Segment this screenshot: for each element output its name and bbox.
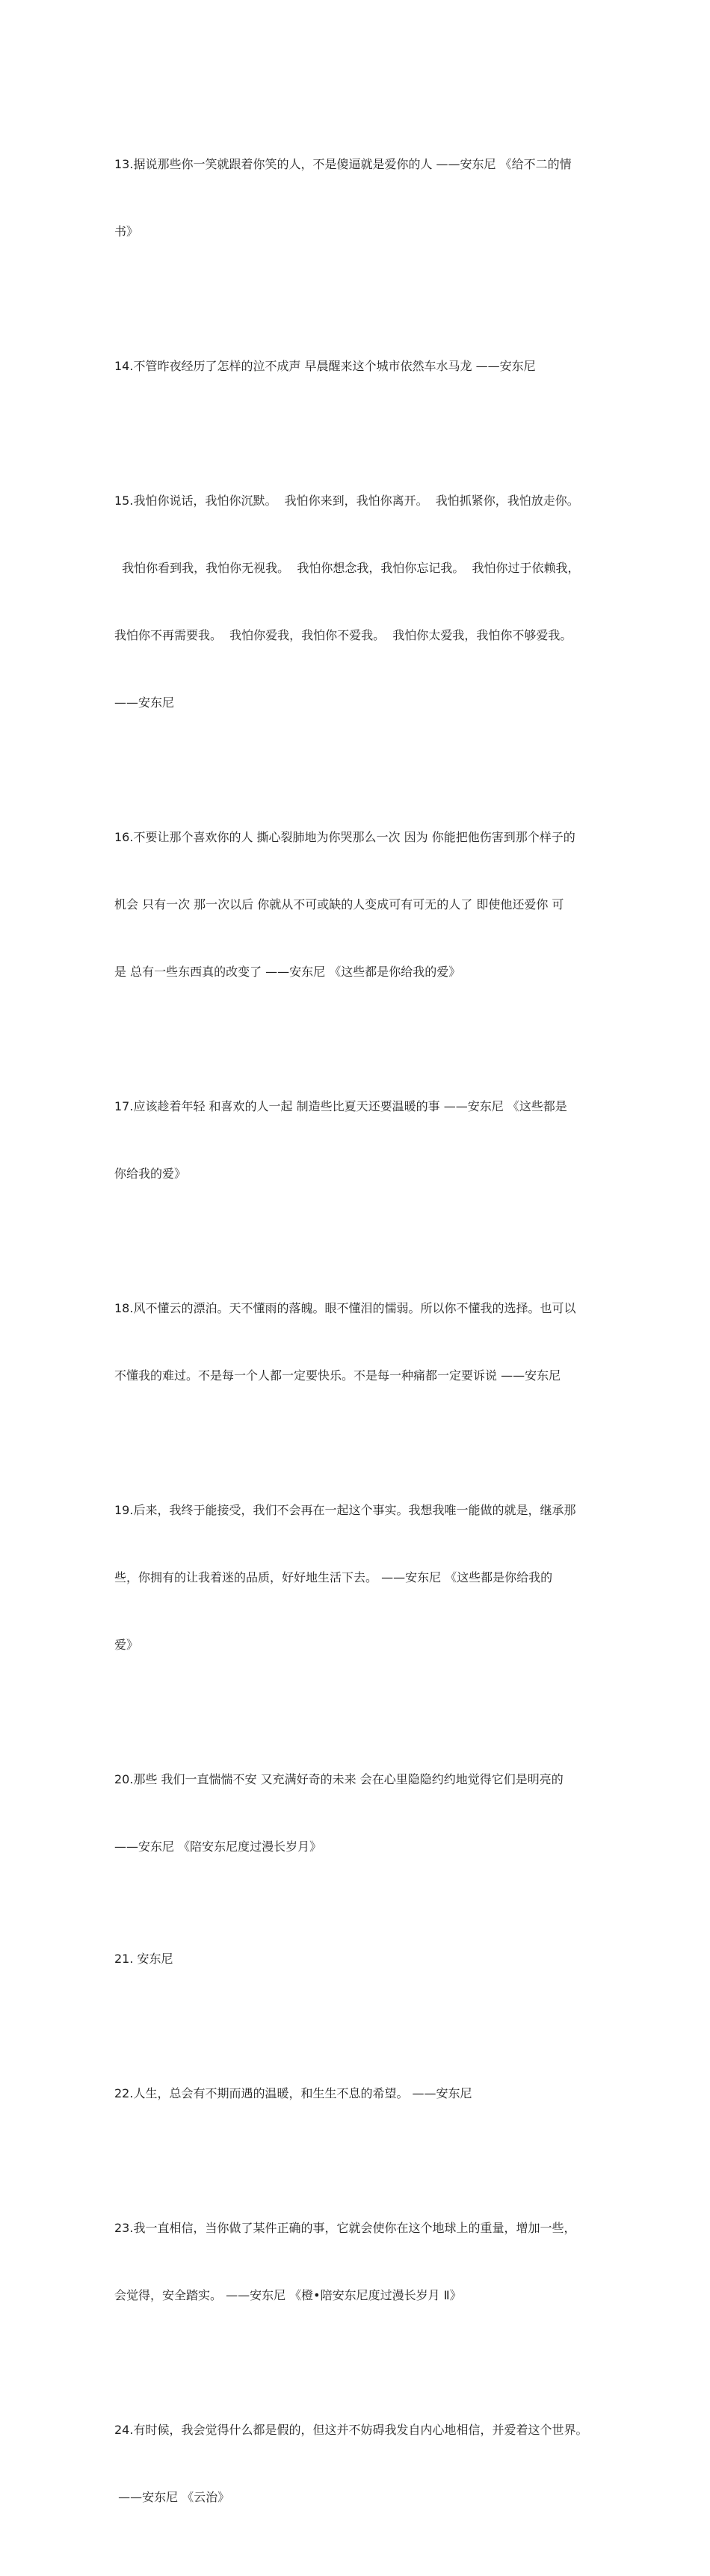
quote-line: 20.那些 我们一直惴惴不安 又充满好奇的未来 会在心里隐隐约约地觉得它们是明亮的 — [114, 1772, 564, 1786]
quote-22 — [114, 2038, 600, 2150]
quote-line: 些，你拥有的让我着迷的品质，好好地生活下去。 ——安东尼 《这些都是你给我的 — [114, 1570, 553, 1584]
quote-line: ——安东尼 《陪安东尼度过漫长岁月》 — [114, 1839, 322, 1854]
quote-23 — [114, 2172, 600, 2352]
quote-line: 爱》 — [114, 1638, 139, 1652]
quote-line: 我怕你不再需要我。 我怕你爱我，我怕你不爱我。 我怕你太爱我，我怕你不够爱我。 — [114, 628, 572, 642]
quote-16 — [114, 781, 600, 1028]
quote-line: 书》 — [114, 224, 139, 239]
quote-line: 24.有时候，我会觉得什么都是假的，但这并不妨碍我发自内心地相信，并爱着这个世界。 — [114, 2423, 588, 2437]
quote-line: 我怕你看到我，我怕你无视我。 我怕你想念我，我怕你忘记我。 我怕你过于依赖我， — [114, 561, 580, 575]
quote-line: 22.人生，总会有不期而遇的温暖，和生生不息的希望。 ——安东尼 — [114, 2086, 472, 2100]
quote-15 — [114, 445, 600, 759]
quote-line: 不懂我的难过。不是每一个人都一定要快乐。不是每一种痛都一定要诉说 ——安东尼 — [114, 1368, 561, 1383]
quote-13 — [114, 108, 600, 288]
quote-line: 机会 只有一次 那一次以后 你就从不可或缺的人变成可有可无的人了 即使他还爱你 可 — [114, 897, 564, 912]
quote-18 — [114, 1252, 600, 1432]
quote-line: 16.不要让那个喜欢你的人 撕心裂肺地为你哭那么一次 因为 你能把他伤害到那个样子的 — [114, 830, 575, 844]
quote-20 — [114, 1724, 600, 1903]
quote-line: 21. 安东尼 — [114, 1952, 173, 1966]
quote-24 — [114, 2374, 600, 2554]
quote-line: ——安东尼 《云治》 — [114, 2490, 230, 2504]
quote-line: 你给我的爱》 — [114, 1166, 187, 1181]
quote-line: ——安东尼 — [114, 695, 175, 710]
quote-line: 19.后来，我终于能接受，我们不会再在一起这个事实。我想我唯一能做的就是，继承那 — [114, 1503, 576, 1517]
quote-line: 15.我怕你说话，我怕你沉默。 我怕你来到，我怕你离开。 我怕抓紧你，我怕放走你。 — [114, 494, 579, 508]
quote-17 — [114, 1051, 600, 1230]
quote-line: 14.不管昨夜经历了怎样的泣不成声 早晨醒来这个城市依然车水马龙 ——安东尼 — [114, 359, 536, 373]
quote-line: 23.我一直相信，当你做了某件正确的事，它就会使你在这个地球上的重量，增加一些， — [114, 2221, 576, 2235]
quote-21 — [114, 1903, 600, 2015]
quote-line: 会觉得，安全踏实。 ——安东尼 《橙•陪安东尼度过漫长岁月 Ⅱ》 — [114, 2288, 462, 2302]
document-body — [114, 108, 600, 2576]
quote-19 — [114, 1454, 600, 1701]
quote-line: 13.据说那些你一笑就跟着你笑的人，不是傻逼就是爱你的人 ——安东尼 《给不二的情 — [114, 157, 572, 171]
quote-14 — [114, 310, 600, 422]
quote-line: 17.应该趁着年轻 和喜欢的人一起 制造些比夏天还要温暖的事 ——安东尼 《这些都是 — [114, 1099, 567, 1113]
quote-line: 18.风不懂云的漂泊。天不懂雨的落魄。眼不懂泪的懦弱。所以你不懂我的选择。也可以 — [114, 1301, 576, 1315]
quote-line: 是 总有一些东西真的改变了 ——安东尼 《这些都是你给我的爱》 — [114, 965, 461, 979]
